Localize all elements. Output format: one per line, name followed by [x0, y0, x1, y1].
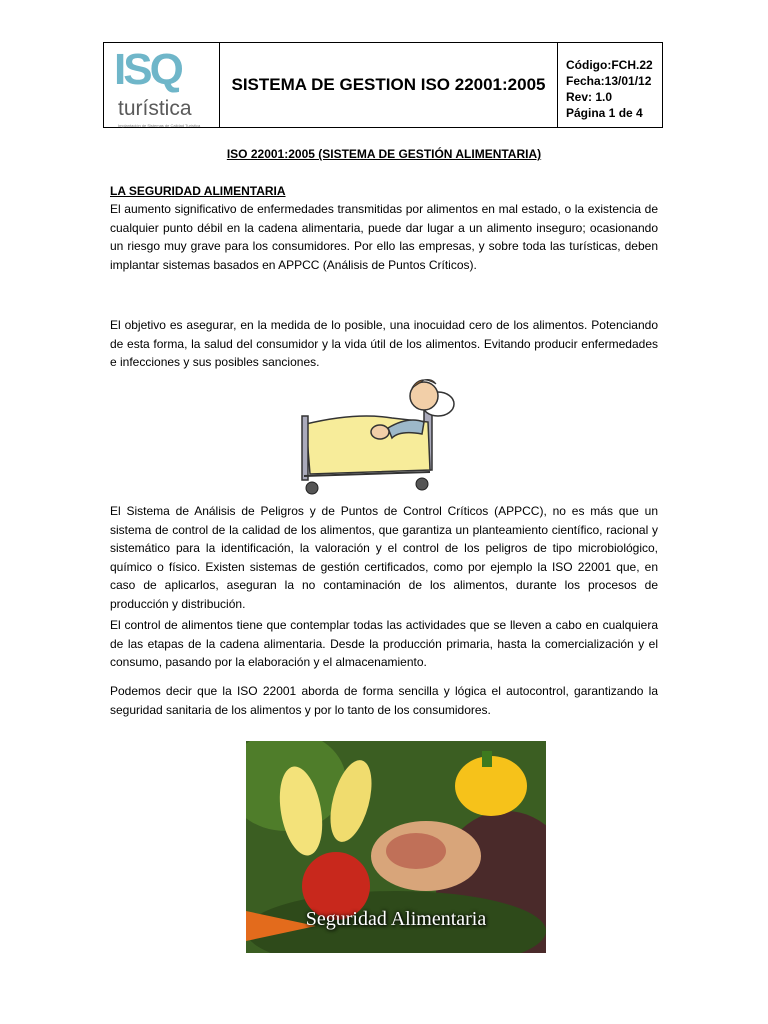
paragraph-3: El Sistema de Análisis de Peligros y de Puntos de Control Críticos (APPCC), no es más que un sistema de control de la calidad de los alimentos, que garantiza un planteamiento científico, racional y sistemático para la identificación, la valoración y el control de los peligros de tipo microbiológico, químico o físico. Existen sistemas de gestión certificados, como por ejemplo la ISO 22001 que, en caso de aplicarlos, aseguran la no contaminación de los alimentos, durante los procesos de producción y distribución. — [110, 504, 658, 611]
logo-tagline: Implantación de Sistemas de Calidad Turística — [118, 123, 201, 128]
doc-page: Página 1 de 4 — [566, 106, 643, 120]
sick-person-in-bed-illustration — [296, 372, 462, 500]
doc-revision: Rev: 1.0 — [566, 90, 613, 104]
paragraph-4: El control de alimentos tiene que contemplar todas las actividades que se lleven a cabo en cualquiera de las etapas de la cadena alimentaria. Desde la producción primaria, hasta la comercialización y el consumo, pasando por la elaboración y el almacenamiento. — [110, 618, 658, 669]
paragraph-5: Podemos decir que la ISO 22001 aborda de forma sencilla y lógica el autocontrol, garantizando la seguridad sanitaria de los alimentos y por lo tanto de los consumidores. — [110, 684, 658, 717]
header-title: SISTEMA DE GESTION ISO 22001:2005 — [220, 43, 558, 127]
doc-date: Fecha:13/01/12 — [566, 74, 652, 88]
photo-caption: Seguridad Alimentaria — [305, 908, 487, 930]
paragraph-2: El objetivo es asegurar, en la medida de lo posible, una inocuidad cero de los alimentos. Potenciando de esta forma, la salud del consumidor y la vida útil de los alimentos. Evitando producir enfermedades e infecciones y sus posibles sanciones. — [110, 318, 658, 369]
document-title: ISO 22001:2005 (SISTEMA DE GESTIÓN ALIMENTARIA) — [226, 147, 542, 161]
section-heading: LA SEGURIDAD ALIMENTARIA — [110, 184, 286, 198]
logo-mark: ISQ — [114, 45, 181, 94]
paragraph-1: El aumento significativo de enfermedades transmitidas por alimentos en mal estado, o la existencia de cualquier punto débil en la cadena alimentaria, puede dar lugar a un alimento inseguro; ocasionando un riesgo muy grave para los consumidores. Por ello las empresas, y sobre toda las turísticas, deben implantar sistemas basados en APPCC (Análisis de Puntos Críticos). — [110, 202, 658, 272]
vegetables-photo — [246, 741, 546, 953]
document-info — [558, 43, 662, 127]
document-header — [103, 42, 663, 128]
company-logo — [104, 43, 220, 127]
doc-code: Código:FCH.22 — [566, 58, 653, 72]
logo-wordmark: turística — [118, 97, 192, 120]
